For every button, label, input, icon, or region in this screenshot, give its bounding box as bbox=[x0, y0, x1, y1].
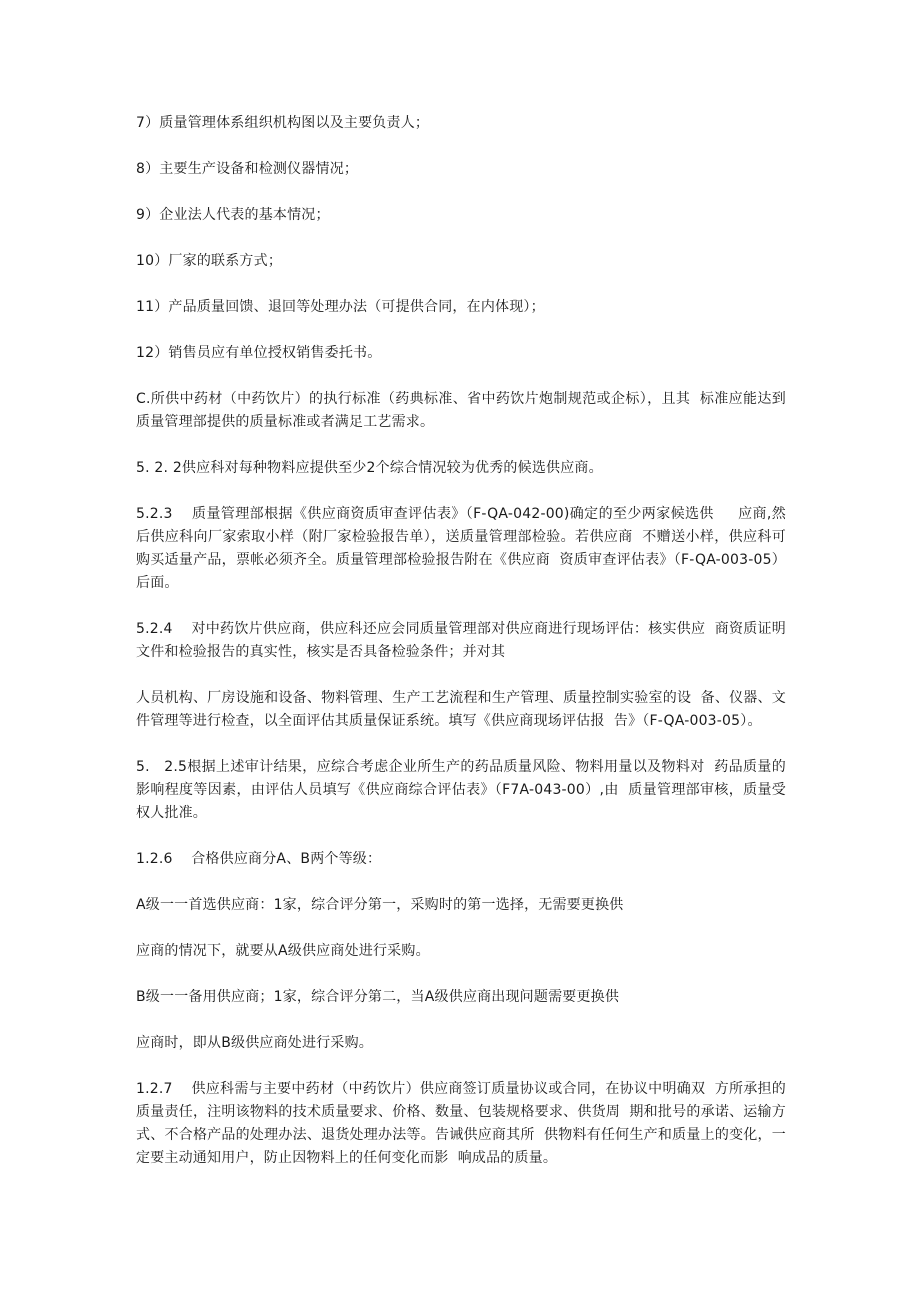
paragraph-item-9: 9）企业法人代表的基本情况； bbox=[136, 207, 330, 223]
paragraph-grade-b-continued: 应商时，即从B级供应商处进行采购。 bbox=[136, 1035, 374, 1051]
paragraph-grade-b: B级一一备用供应商；1家，综合评分第二，当A级供应商出现问题需要更换供 bbox=[136, 989, 620, 1005]
paragraph-1-2-6: 1.2.6 合格供应商分A、B两个等级： bbox=[136, 851, 382, 867]
paragraph-grade-a: A级一一首选供应商：1家，综合评分第一，采购时的第一选择，无需要更换供 bbox=[136, 897, 624, 913]
paragraph-standard-c: C.所供中药材（中药饮片）的执行标准（药典标准、省中药饮片炮制规范或企标），且其 标准应能达到质量管理部提供的质量标准或者满足工艺需求。 bbox=[136, 391, 786, 430]
paragraph-5-2-4: 5.2.4 对中药饮片供应商，供应科还应会同质量管理部对供应商进行现场评估：核实供应 商资质证明文件和检验报告的真实性，核实是否具备检验条件；并对其 bbox=[136, 621, 786, 660]
paragraph-grade-a-continued: 应商的情况下，就要从A级供应商处进行采购。 bbox=[136, 943, 430, 959]
paragraph-5-2-3: 5.2.3 质量管理部根据《供应商资质审查评估表》（F-QA-042-00)确定的至少两家候选供 应商,然后供应科向厂家索取小样（附厂家检验报告单），送质量管理部检验。若供应商 不赠送小样，供应科可购买适量产品，票帐必须齐全。质量管理部检验报告附在《供应商 资质审查评估表》（F-QA-003-05）后面。 bbox=[136, 506, 786, 591]
paragraph-1-2-7: 1.2.7 供应科需与主要中药材（中药饮片）供应商签订质量协议或合同，在协议中明确双 方所承担的质量责任，注明该物料的技术质量要求、价格、数量、包装规格要求、供货周 期和批号的承诺、运输方式、不合格产品的处理办法、退货处理办法等。告诫供应商其所 供物料有任何生产和质量上的变化，一定要主动通知用户，防止因物料上的任何变化而影 响成品的质量。 bbox=[136, 1081, 786, 1166]
paragraph-item-11: 11）产品质量回馈、退回等处理办法（可提供合同，在内体现）； bbox=[136, 299, 545, 315]
paragraph-item-10: 10）厂家的联系方式； bbox=[136, 253, 283, 269]
paragraph-item-7: 7）质量管理体系组织机构图以及主要负责人； bbox=[136, 115, 430, 131]
paragraph-5-2-2: 5. 2. 2供应科对每种物料应提供至少2个综合情况较为优秀的候选供应商。 bbox=[136, 460, 603, 476]
paragraph-5-2-5: 5. 2.5根据上述审计结果，应综合考虑企业所生产的药品质量风险、物料用量以及物料对 药品质量的影响程度等因素，由评估人员填写《供应商综合评估表》（F7A-043-00）,由 质量管理部审核，质量受权人批准。 bbox=[136, 759, 786, 821]
paragraph-5-2-4-continued: 人员机构、厂房设施和设备、物料管理、生产工艺流程和生产管理、质量控制实验室的设 备、仪器、文件管理等进行检查，以全面评估其质量保证系统。填写《供应商现场评估报 告》（F-QA-003-05）。 bbox=[136, 690, 786, 729]
paragraph-item-8: 8）主要生产设备和检测仪器情况； bbox=[136, 161, 359, 177]
document-page bbox=[136, 112, 786, 1193]
paragraph-item-12: 12）销售员应有单位授权销售委托书。 bbox=[136, 345, 382, 361]
